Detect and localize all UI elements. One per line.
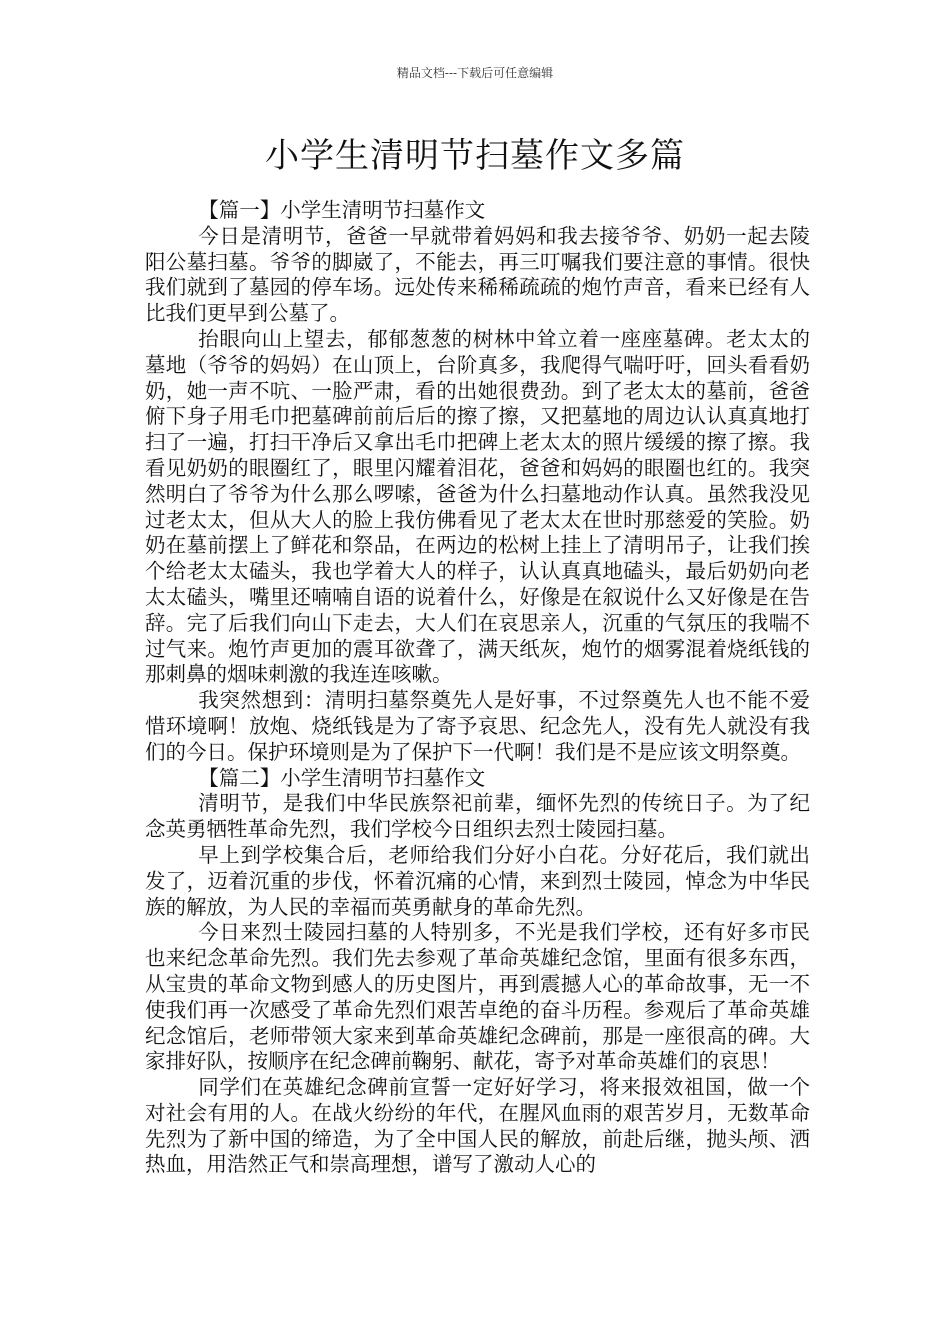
document-title: 小学生清明节扫墓作文多篇 bbox=[265, 136, 685, 176]
paragraph: 同学们在英雄纪念碑前宣誓一定好好学习，将来报效祖国，做一个对社会有用的人。在战火纷纷的年代，在腥风血雨的艰苦岁月，无数革命先烈为了新中国的缔造，为了全中国人民的解放，前赴后继，抛头颅、洒热血，用浩然正气和崇高理想，谱写了激动人心的 bbox=[145, 1075, 810, 1177]
section-heading-1: 【篇一】小学生清明节扫墓作文 bbox=[198, 198, 486, 222]
paragraph: 今日是清明节，爸爸一早就带着妈妈和我去接爷爷、奶奶一起去陵阳公墓扫墓。爷爷的脚崴了，不能去，再三叮嘱我们要注意的事情。很快我们就到了墓园的停车场。远处传来稀稀疏疏的炮竹声音，看来已经有人比我们更早到公墓了。 bbox=[145, 223, 810, 326]
paragraph: 早上到学校集合后，老师给我们分好小白花。分好花后，我们就出发了，迈着沉重的步伐，怀着沉痛的心情，来到烈士陵园，悼念为中华民族的解放，为人民的幸福而英勇献身的革命先烈。 bbox=[145, 842, 810, 919]
document-body bbox=[145, 198, 810, 1178]
paragraph: 我突然想到：清明扫墓祭奠先人是好事，不过祭奠先人也不能不爱惜环境啊！放炮、烧纸钱是为了寄予哀思、纪念先人，没有先人就没有我们的今日。保护环境则是为了保护下一代啊！我们是不是应该文明祭奠。 bbox=[145, 688, 810, 764]
section-heading-2: 【篇二】小学生清明节扫墓作文 bbox=[198, 765, 486, 790]
paragraph: 清明节，是我们中华民族祭祀前辈，缅怀先烈的传统日子。为了纪念英勇牺牲革命先烈，我们学校今日组织去烈士陵园扫墓。 bbox=[145, 791, 810, 842]
header-note: 精品文档---下载后可任意编辑 bbox=[396, 66, 554, 80]
paragraph: 今日来烈士陵园扫墓的人特别多，不光是我们学校，还有好多市民也来纪念革命先烈。我们先去参观了革命英雄纪念馆，里面有很多东西，从宝贵的革命文物到感人的历史图片，再到震撼人心的革命故事，无一不使我们再一次感受了革命先烈们艰苦卓绝的奋斗历程。参观后了革命英雄纪念馆后，老师带领大家来到革命英雄纪念碑前，那是一座很高的碑。大家排好队，按顺序在纪念碑前鞠躬、献花，寄予对革命英雄们的哀思！ bbox=[145, 920, 810, 1074]
paragraph: 抬眼向山上望去，郁郁葱葱的树林中耸立着一座座墓碑。老太太的墓地（爷爷的妈妈）在山顶上，台阶真多，我爬得气喘吁吁，回头看看奶奶，她一声不吭、一脸严肃，看的出她很费劲。到了老太太的墓前，爸爸俯下身子用毛巾把墓碑前前后后的擦了擦，又把墓地的周边认认真真地打扫了一遍，打扫干净后又拿出毛巾把碑上老太太的照片缓缓的擦了擦。我看见奶奶的眼圈红了，眼里闪耀着泪花，爸爸和妈妈的眼圈也红的。我突然明白了爷爷为什么那么啰嗦，爸爸为什么扫墓地动作认真。虽然我没见过老太太，但从大人的脸上我仿佛看见了老太太在世时那慈爱的笑脸。奶奶在墓前摆上了鲜花和祭品，在两边的松树上挂上了清明吊子，让我们挨个给老太太磕头，我也学着大人的样子，认认真真地磕头，最后奶奶向老太太磕头，嘴里还喃喃自语的说着什么，好像是在叙说什么又好像是在告辞。完了后我们向山下走去，大人们在哀思亲人，沉重的气氛压的我喘不过气来。炮竹声更加的震耳欲聋了，满天纸灰，炮竹的烟雾混着烧纸钱的那刺鼻的烟味刺激的我连连咳嗽。 bbox=[145, 326, 810, 687]
